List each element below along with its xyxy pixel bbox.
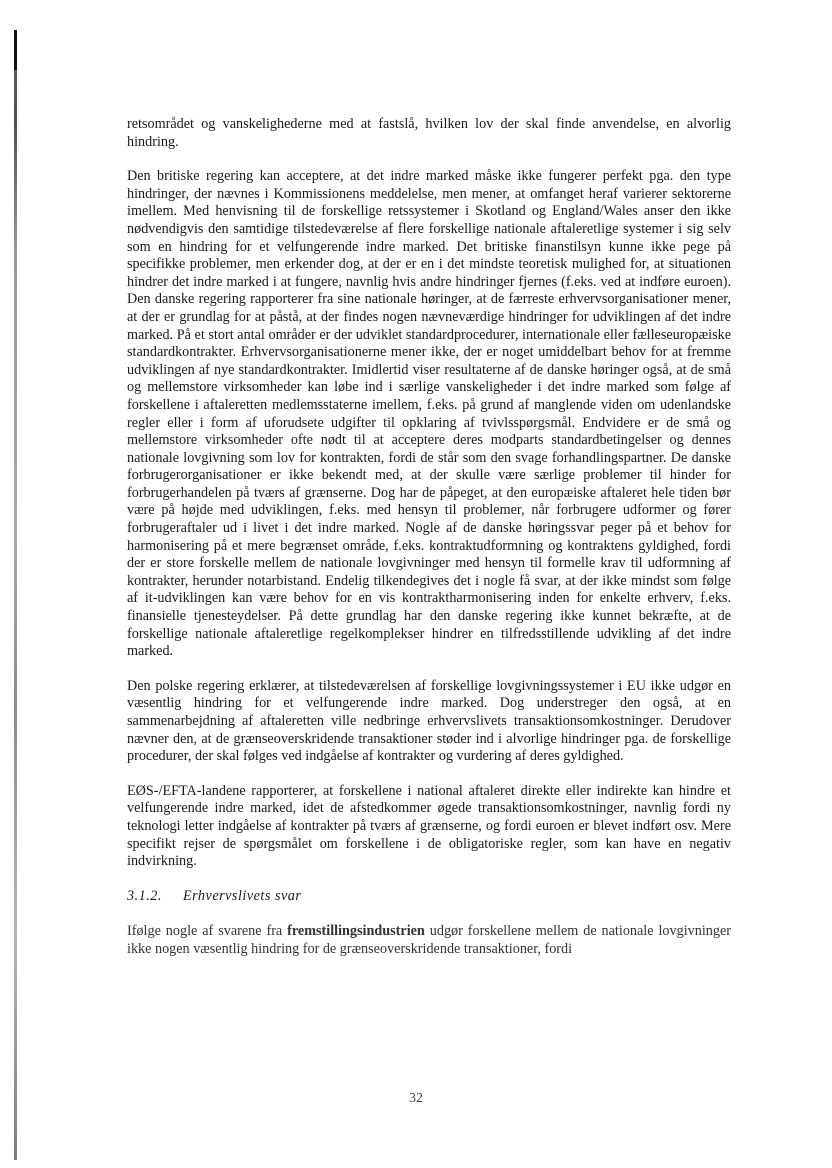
paragraph-5 xyxy=(127,923,731,958)
paragraph-2: Den britiske regering kan acceptere, at det indre marked måske ikke fungerer perfekt pga. den type hindringer, der nævnes i Kommissionens meddelelse, men mener, at omfanget heraf varierer sektorerne imellem. Med henvisning til de forskellige retssystemer i Skotland og England/Wales anser den ikke nødvendigvis den samtidige tilstedeværelse af flere forskellige nationale aftaleretlige systemer i sig selv som en hindring for et velfungerende indre marked. Det britiske finanstilsyn kunne ikke pege på specifikke problemer, men erkender dog, at der er en i det mindste teoretisk mulighed for, at situationen hindrer det indre marked i at fungere, navnlig hvis andre hindringer fjernes (f.eks. ved at indføre euroen). Den danske regering rapporterer fra sine nationale høringer, at de færreste erhvervsorganisationer mener, at der er grundlag for at påstå, at der findes nogen nævneværdige hindringer for udviklingen af det indre marked. På et stort antal områder er der udviklet standardprocedurer, internationale eller fælleseuropæiske standardkontrakter. Erhvervsorganisationerne mener ikke, der er noget umiddelbart behov for at fremme udviklingen af nye standardkontrakter. Imidlertid viser resultaterne af de danske høringer også, at de små og mellemstore virksomheder kan løbe ind i særlige vanskeligheder i det indre marked som følge af forskellene i aftaleretten medlemsstaterne imellem, f.eks. på grund af manglende viden om udenlandske regler eller i form af uforudsete udgifter til opklaring af tvivlsspørgsmål. Endvidere er de små og mellemstore virksomheder ofte nødt til at acceptere deres modparts standardbetingelser og dennes nationale lovgivning som lov for kontrakten, fordi de står som den svage forhandlingspartner. De danske forbrugerorganisationer er ikke bekendt med, at der skulle være særlige problemer til hinder for forbrugerhandelen på tværs af grænserne. Dog har de påpeget, at den europæiske aftaleret hele tiden bør være på højde med udviklingen, f.eks. med hensyn til problemer, når forbrugere udformer og fører forbrugeraftaler ud i livet i det indre marked. Nogle af de danske høringssvar peger på et behov for harmonisering på et mere begrænset område, f.eks. kontraktudformning og kontraktens gyldighed, fordi der er store forskelle mellem de nationale lovgivninger med hensyn til formelle krav til udformning af kontrakter, herunder notarbistand. Endelig tilkendegives det i nogle få svar, at der ikke mindst som følge af it-udviklingen kan være behov for en vis kontraktharmonisering inden for enkelte erhverv, f.eks. finansielle tjenesteydelser. På dette grundlag har den danske regering ikke kunnet bekræfte, at de forskellige nationale aftaleretlige regelkomplekser hindrer en tilfredsstillende udvikling af det indre marked. xyxy=(127,168,731,660)
scan-binding-edge-top xyxy=(14,30,17,70)
paragraph-3: Den polske regering erklærer, at tilstedeværelsen af forskellige lovgivningssystemer i EU ikke udgør en væsentlig hindring for et velfungerende indre marked. Dog understreger den også, at en sammenarbejdning af aftaleretten ville nedbringe erhvervslivets transaktionsomkostninger. Derudover nævner den, at de grænseoverskridende transaktioner støder ind i alvorlige hindringer pga. de forskellige procedurer, der skal følges ved indgåelse af kontrakter og vurdering af deres gyldighed. xyxy=(127,677,731,765)
paragraph-5-end: udgør forskellene mellem de nationale lovgivninger ikke nogen væsentlig hindring for de grænseoverskridende transaktioner, fordi xyxy=(127,923,731,957)
section-heading xyxy=(127,888,731,906)
document-body xyxy=(127,116,731,976)
section-number: 3.1.2. xyxy=(127,887,162,904)
paragraph-5-bold-term: fremstillingsindustrien xyxy=(287,923,425,940)
section-title: Erhvervslivets svar xyxy=(183,887,302,904)
paragraph-1: retsområdet og vanskelighederne med at fastslå, hvilken lov der skal finde anvendelse, en alvorlig hindring. xyxy=(127,116,731,150)
page-number: 32 xyxy=(409,1091,423,1106)
paragraph-4: EØS-/EFTA-landene rapporterer, at forskellene i national aftaleret direkte eller indirekte kan hindre et velfungerende indre marked, idet de afstedkommer øgede transaktionsomkostninger, navnlig fordi ny teknologi letter indgåelse af kontrakter på tværs af grænserne, og fordi euroen er blevet indført osv. Mere specifikt rejser de spørgsmålet om forskellene i de obligatoriske regler, som kan have en negativ indvirkning. xyxy=(127,782,731,870)
paragraph-5-start: Ifølge nogle af svarene fra xyxy=(127,923,288,940)
scan-binding-edge xyxy=(14,30,17,1160)
